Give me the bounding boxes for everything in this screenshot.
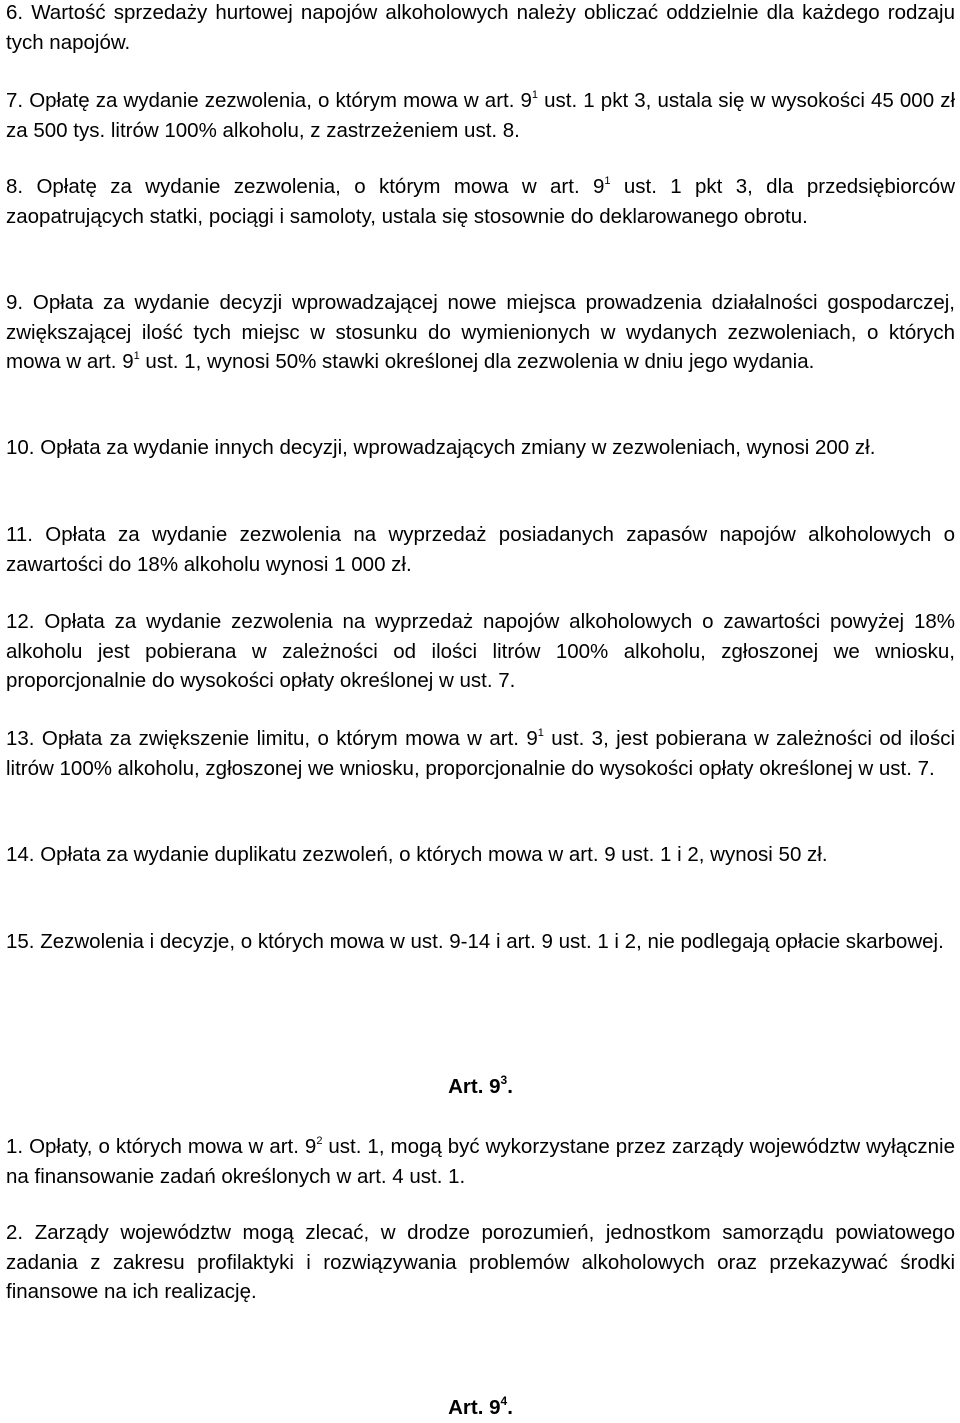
article-9-3-heading: Art. $9^3$. [448, 1073, 513, 1098]
paragraph-11: 11. Opłata za wydanie zezwolenia na wyprzedaż posiadanych zapasów napojów alkoholowych o zawartości do 18% alkoholu wynosi 1 000 zł. [6, 523, 955, 576]
paragraph-13: 13. Opłata za zwiększenie limitu, o którym mowa w art. $9^1$ ust. 3, jest pobierana w zależności od ilości litrów 100% alkoholu, zgłoszonej we wniosku, proporcjonalnie do wysokości opłaty określonej w ust. 7. [6, 727, 955, 780]
paragraph-15: 15. Zezwolenia i decyzje, o których mowa w ust. 9-14 i art. 9 ust. 1 i 2, nie podlegają opłacie skarbowej. [6, 930, 944, 953]
article-9-4-heading: Art. $9^4$. [448, 1394, 513, 1419]
paragraph-12: 12. Opłata za wydanie zezwolenia na wyprzedaż napojów alkoholowych o zawartości powyżej 18% alkoholu jest pobierana w zależności od ilości litrów 100% alkoholu, zgłoszonej we wniosku, proporcjonalnie do wysokości opłaty określonej w ust. 7. [6, 610, 955, 692]
paragraph-6: 6. Wartość sprzedaży hurtowej napojów alkoholowych należy obliczać oddzielnie dla każdego rodzaju tych napojów. [6, 1, 955, 54]
paragraph-8: 8. Opłatę za wydanie zezwolenia, o którym mowa w art. $9^1$ ust. 1 pkt 3, dla przedsiębiorców zaopatrujących statki, pociągi i samoloty, ustala się stosownie do deklarowanego obrotu. [6, 175, 956, 228]
paragraph-9: 9. Opłata za wydanie decyzji wprowadzającej nowe miejsca prowadzenia działalności gospodarczej, zwiększającej ilość tych miejsc w stosunku do wymienionych w wydanych zezwoleniach, o których mowa w art. $9^1$ ust. 1, wynosi 50% stawki określonej dla zezwolenia w dniu jego wydania. [6, 291, 955, 373]
paragraph-14: 14. Opłata za wydanie duplikatu zezwoleń, o których mowa w art. 9 ust. 1 i 2, wynosi 50 zł. [6, 843, 828, 866]
paragraph-7: 7. Opłatę za wydanie zezwolenia, o którym mowa w art. $9^1$ ust. 1 pkt 3, ustala się w wysokości 45 000 zł za 500 tys. litrów 100% alkoholu, z zastrzeżeniem ust. 8. [6, 89, 955, 142]
article-9-3-paragraph-1: 1. Opłaty, o których mowa w art. $9^2$ ust. 1, mogą być wykorzystane przez zarządy województw wyłącznie na finansowanie zadań określonych w art. 4 ust. 1. [6, 1135, 955, 1188]
paragraph-10: 10. Opłata za wydanie innych decyzji, wprowadzających zmiany w zezwoleniach, wynosi 200 zł. [6, 436, 876, 459]
article-9-3-paragraph-2: 2. Zarządy województw mogą zlecać, w drodze porozumień, jednostkom samorządu powiatowego zadania z zakresu profilaktyki i rozwiązywania problemów alkoholowych oraz przekazywać środki finansowe na ich realizację. [6, 1221, 955, 1303]
